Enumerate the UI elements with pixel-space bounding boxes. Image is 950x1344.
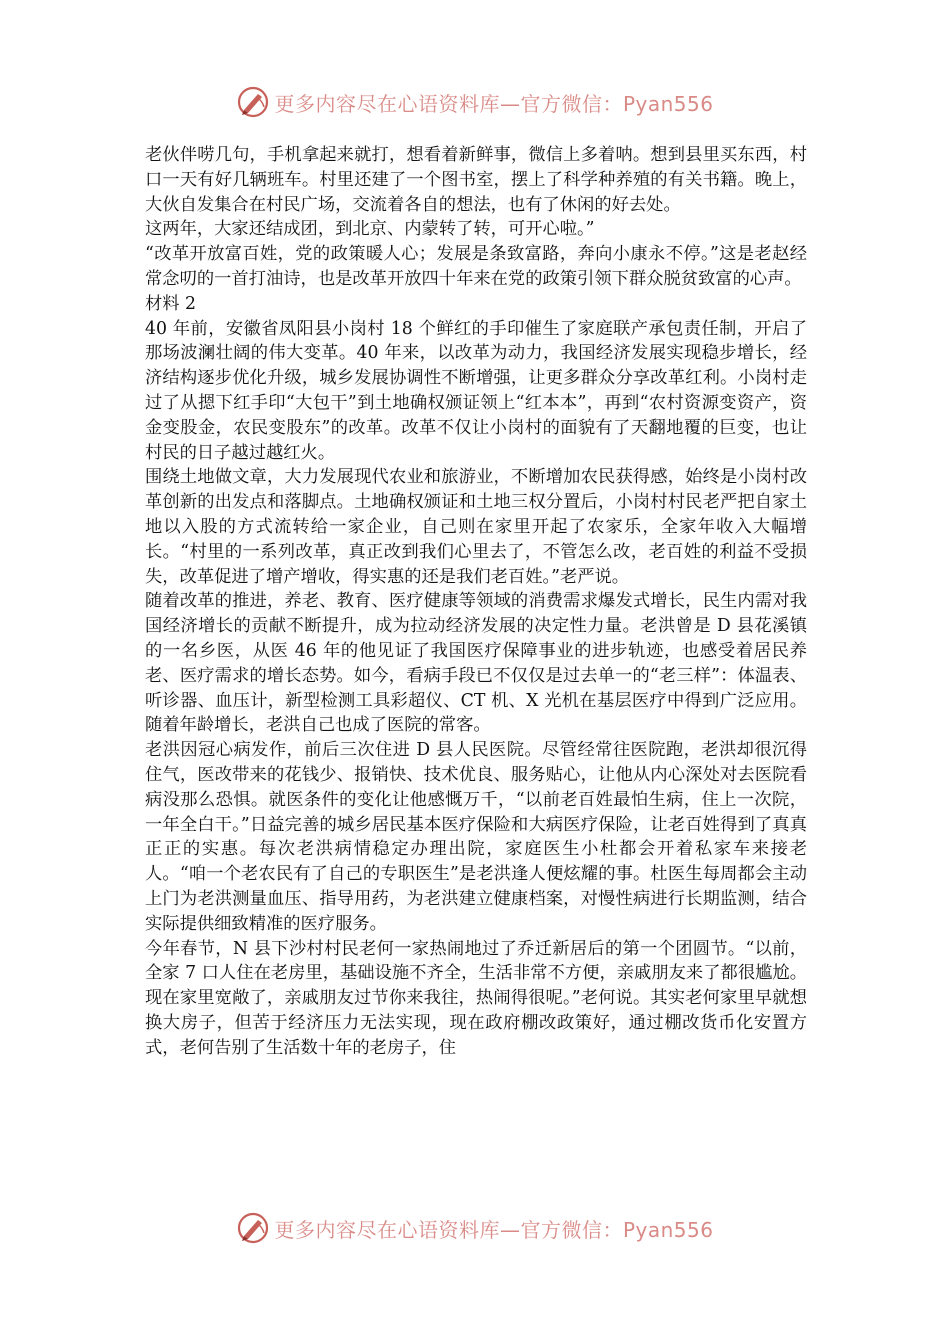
paragraph-8: 今年春节，N 县下沙村村民老何一家热闹地过了乔迁新居后的第一个团圆节。“以前，全家 7 口人住在老房里，基础设施不齐全，生活非常不方便，亲戚朋友来了都很尴尬。现在家里宽敞了，亲戚朋友过节你来我往，热闹得很呢。”老何说。其实老何家里早就想换大房子，但苦于经济压力无法实现，现在政府棚改政策好，通过棚改货币化安置方式，老何告别了生活数十年的老房子，住 — [145, 938, 807, 1058]
header-watermark-text: 更多内容尽在心语资料库—官方微信：Pyan556 — [274, 91, 714, 116]
pen-logo-icon — [236, 85, 270, 119]
header-watermark-banner — [0, 82, 950, 122]
footer-watermark-banner — [0, 1208, 950, 1248]
paragraph-6: 随着改革的推进，养老、教育、医疗健康等领域的消费需求爆发式增长，民生内需对我国经济增长的贡献不断提升，成为拉动经济发展的决定性力量。老洪曾是 D 县花溪镇的一名乡医，从医 46 年的他见证了我国医疗保障事业的进步轨迹，也感受着居民养老、医疗需求的增长态势。如今，看病手段已不仅仅是过去单一的“老三样”：体温表、听诊器、血压计，新型检测工具彩超仪、CT 机、X 光机在基层医疗中得到广泛应用。随着年龄增长，老洪自己也成了医院的常客。 — [145, 591, 807, 736]
paragraph-2: 这两年，大家还结成团，到北京、内蒙转了转，可开心啦。” — [145, 219, 595, 240]
paragraph-3: “改革开放富百姓，党的政策暖人心；发展是条致富路，奔向小康永不停。”这是老赵经常念叨的一首打油诗，也是改革开放四十年来在党的政策引领下群众脱贫致富的心声。 — [145, 244, 807, 289]
section-heading: 材料 2 — [145, 293, 197, 314]
paragraph-7: 老洪因冠心病发作，前后三次住进 D 县人民医院。尽管经常往医院跑，老洪却很沉得住气，医改带来的花钱少、报销快、技术优良、服务贴心，让他从内心深处对去医院看病没那么恐惧。就医条件的变化让他感慨万千，“以前老百姓最怕生病，住上一次院，一年全白干。”日益完善的城乡居民基本医疗保险和大病医疗保险，让老百姓得到了真真正正的实惠。每次老洪病情稳定办理出院，家庭医生小杜都会开着私家车来接老人。“咱一个老农民有了自己的专职医生”是老洪逢人便炫耀的事。杜医生每周都会主动上门为老洪测量血压、指导用药，为老洪建立健康档案，对慢性病进行长期监测，结合实际提供细致精准的医疗服务。 — [145, 740, 807, 934]
paragraph-4: 40 年前，安徽省凤阳县小岗村 18 个鲜红的手印催生了家庭联产承包责任制，开启了那场波澜壮阔的伟大变革。40 年来，以改革为动力，我国经济发展实现稳步增长，经济结构逐步优化升级，城乡发展协调性不断增强，让更多群众分享改革红利。小岗村走过了从摁下红手印“大包干”到土地确权颁证领上“红本本”，再到“农村资源变资产，资金变股金，农民变股东”的改革。改革不仅让小岗村的面貌有了天翻地覆的巨变，也让村民的日子越过越红火。 — [145, 318, 807, 463]
pen-logo-icon — [236, 1211, 270, 1245]
footer-watermark-text: 更多内容尽在心语资料库—官方微信：Pyan556 — [274, 1217, 714, 1242]
paragraph-1: 老伙伴唠几句，手机拿起来就打，想看着新鲜事，微信上多着呐。想到县里买东西，村口一天有好几辆班车。村里还建了一个图书室，摆上了科学种养殖的有关书籍。晚上，大伙自发集合在村民广场，交流着各自的想法，也有了休闲的好去处。 — [145, 145, 807, 215]
paragraph-5: 围绕土地做文章，大力发展现代农业和旅游业，不断增加农民获得感，始终是小岗村改革创新的出发点和落脚点。土地确权颁证和土地三权分置后，小岗村村民老严把自家土地以入股的方式流转给一家企业，自己则在家里开起了农家乐，全家年收入大幅增长。“村里的一系列改革，真正改到我们心里去了，不管怎么改，老百姓的利益不受损失，改革促进了增产增收，得实惠的还是我们老百姓。”老严说。 — [145, 467, 807, 587]
document-body — [145, 143, 807, 1060]
